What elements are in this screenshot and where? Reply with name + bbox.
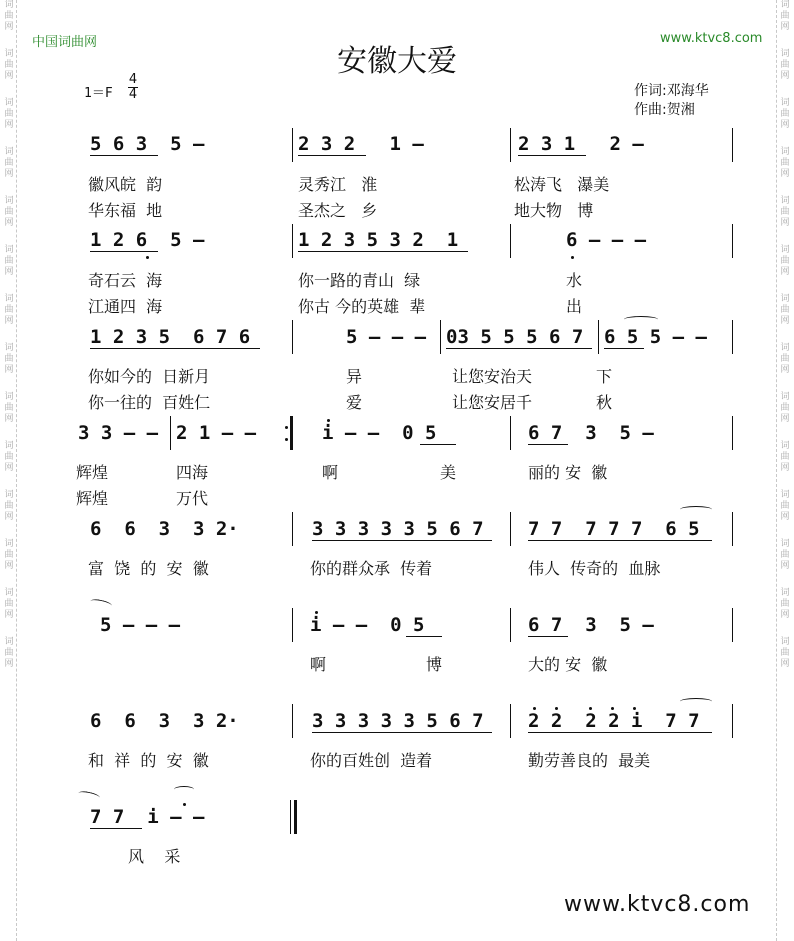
beam-underline xyxy=(406,636,442,637)
margin-watermark-char: 网 xyxy=(4,463,14,473)
lyric-verse-1: 美 xyxy=(440,463,457,482)
high-octave-dot xyxy=(183,803,186,806)
beam-underline xyxy=(528,444,568,445)
measure-notes: 2 1 – – xyxy=(176,422,257,444)
barline xyxy=(510,416,511,450)
margin-watermark-char: 词 xyxy=(780,343,790,353)
lyric-verse-2: 华东福 地 xyxy=(88,201,163,220)
final-barline-thick xyxy=(294,800,297,834)
beam-underline xyxy=(90,155,158,156)
margin-watermark-char: 词 xyxy=(4,490,14,500)
margin-watermark-char: 词 xyxy=(780,0,790,10)
margin-watermark-char: 词 xyxy=(4,343,14,353)
margin-watermark-char: 词 xyxy=(780,98,790,108)
lyric-verse-1: 你如今的 日新月 xyxy=(88,367,211,386)
barline xyxy=(292,128,293,162)
barline xyxy=(732,128,733,162)
tie-slur xyxy=(680,506,712,513)
lyric-verse-2: 辉煌 xyxy=(76,489,109,508)
beam-underline xyxy=(604,348,644,349)
lyric-verse-1: 四海 xyxy=(176,463,209,482)
measure-notes: 6 6 3 3 2· xyxy=(90,710,239,732)
lyric-verse-2: 地大物 博 xyxy=(514,201,594,220)
margin-watermark-char: 词 xyxy=(780,196,790,206)
margin-watermark-char: 网 xyxy=(4,316,14,326)
margin-watermark-char: 词 xyxy=(780,392,790,402)
lyric-verse-1: 奇石云 海 xyxy=(88,271,163,290)
beam-underline xyxy=(312,540,492,541)
margin-watermark-char: 词 xyxy=(4,0,14,10)
measure-notes: 1 2 3 5 6 7 6 xyxy=(90,326,251,348)
barline xyxy=(292,224,293,258)
margin-watermark-char: 网 xyxy=(780,659,790,669)
lyric-verse-1: 大的 安 徽 xyxy=(528,655,608,674)
lyric-verse-1: 富 饶 的 安 徽 xyxy=(88,559,209,578)
margin-watermark-char: 词 xyxy=(4,196,14,206)
lyric-verse-1: 勤劳善良的 最美 xyxy=(528,751,651,770)
composer: 作曲:贺湘 xyxy=(634,102,695,118)
measure-notes: 1 2 6 5 – xyxy=(90,229,205,251)
barline xyxy=(732,416,733,450)
margin-watermark-char: 网 xyxy=(780,414,790,424)
time-signature-top: 4 xyxy=(128,72,138,87)
measure-notes: 2 2 2 2 i 7 7 xyxy=(528,710,700,732)
margin-watermark-char: 曲 xyxy=(4,452,14,462)
barline xyxy=(510,512,511,546)
measure-notes: 3 3 3 3 3 5 6 7 xyxy=(312,710,484,732)
song-title: 安徽大爱 xyxy=(337,44,457,79)
lyric-verse-2: 江通四 海 xyxy=(88,297,163,316)
lyric-verse-2: 爱 xyxy=(346,393,363,412)
lyric-verse-1: 你的百姓创 造着 xyxy=(310,751,433,770)
margin-watermark-char: 曲 xyxy=(4,648,14,658)
measure-notes: 5 – – – xyxy=(346,326,427,348)
measure-notes: 6 6 3 3 2· xyxy=(90,518,239,540)
margin-watermark-char: 曲 xyxy=(4,599,14,609)
margin-watermark-char: 词 xyxy=(4,441,14,451)
lyric-verse-1: 松涛飞 瀑美 xyxy=(514,175,610,194)
measure-notes: 5 6 3 5 – xyxy=(90,133,205,155)
beam-underline xyxy=(90,348,260,349)
key-signature: 1＝F xyxy=(84,86,113,101)
beam-underline xyxy=(420,444,456,445)
measure-notes: 2 3 2 1 – xyxy=(298,133,424,155)
margin-watermark-char: 网 xyxy=(4,120,14,130)
margin-watermark-char: 网 xyxy=(780,610,790,620)
margin-watermark-char: 曲 xyxy=(4,305,14,315)
margin-watermark-char: 词 xyxy=(780,49,790,59)
margin-watermark-char: 网 xyxy=(780,463,790,473)
left-margin-watermark xyxy=(2,0,16,941)
low-octave-dot xyxy=(571,256,574,259)
margin-watermark-char: 网 xyxy=(780,169,790,179)
lyric-verse-1: 灵秀江 淮 xyxy=(298,175,378,194)
measure-notes: 03 5 5 5 6 7 xyxy=(446,326,584,348)
margin-watermark-char: 曲 xyxy=(780,550,790,560)
barline xyxy=(732,320,733,354)
margin-watermark-char: 网 xyxy=(4,169,14,179)
margin-watermark-char: 曲 xyxy=(780,403,790,413)
margin-watermark-char: 词 xyxy=(780,245,790,255)
tie-slur xyxy=(680,698,712,705)
margin-watermark-char: 曲 xyxy=(780,60,790,70)
margin-watermark-char: 曲 xyxy=(4,256,14,266)
margin-watermark-char: 网 xyxy=(4,512,14,522)
margin-watermark-char: 曲 xyxy=(780,11,790,21)
margin-watermark-char: 词 xyxy=(4,294,14,304)
low-octave-dot xyxy=(146,256,149,259)
margin-watermark-char: 词 xyxy=(4,539,14,549)
margin-watermark-char: 词 xyxy=(4,588,14,598)
margin-watermark-char: 网 xyxy=(780,316,790,326)
margin-watermark-char: 曲 xyxy=(4,60,14,70)
high-octave-dot xyxy=(611,707,614,710)
high-octave-dot xyxy=(555,707,558,710)
high-octave-dot xyxy=(327,419,330,422)
beam-underline xyxy=(446,348,592,349)
lyric-verse-1: 博 xyxy=(426,655,443,674)
lyric-verse-1: 啊 xyxy=(310,655,327,674)
watermark-url: www.ktvc8.com xyxy=(564,892,751,917)
lyric-verse-1: 丽的 安 徽 xyxy=(528,463,608,482)
beam-underline xyxy=(90,251,158,252)
high-octave-dot xyxy=(533,707,536,710)
margin-watermark-char: 曲 xyxy=(4,403,14,413)
lyric-verse-1: 让您安治天 xyxy=(452,367,533,386)
margin-watermark-char: 曲 xyxy=(780,501,790,511)
lyric-verse-1: 徽风皖 韵 xyxy=(88,175,163,194)
margin-watermark-char: 曲 xyxy=(4,158,14,168)
margin-watermark-char: 词 xyxy=(780,637,790,647)
lyric-verse-2: 让您安居千 xyxy=(452,393,533,412)
measure-notes: 6 7 3 5 – xyxy=(528,614,654,636)
measure-notes: 1 2 3 5 3 2 1 xyxy=(298,229,459,251)
lyric-verse-1: 啊 xyxy=(322,463,339,482)
barline xyxy=(510,224,511,258)
measure-notes: 2 3 1 2 – xyxy=(518,133,644,155)
time-signature-bottom: 4 xyxy=(128,87,138,102)
margin-watermark-char: 词 xyxy=(4,392,14,402)
measure-notes: i – – 0 5 xyxy=(310,614,425,636)
margin-watermark-char: 词 xyxy=(4,98,14,108)
margin-watermark-char: 曲 xyxy=(780,648,790,658)
right-margin-watermark xyxy=(778,0,792,941)
repeat-barline xyxy=(290,416,293,450)
barline xyxy=(510,608,511,642)
barline xyxy=(510,704,511,738)
barline xyxy=(440,320,441,354)
lyric-verse-2: 万代 xyxy=(176,489,209,508)
margin-watermark-char: 词 xyxy=(780,441,790,451)
beam-underline xyxy=(312,732,492,733)
tie-slur xyxy=(90,598,113,609)
margin-watermark-char: 曲 xyxy=(4,109,14,119)
site-url: www.ktvc8.com xyxy=(660,31,763,46)
margin-watermark-char: 网 xyxy=(4,610,14,620)
lyric-verse-1: 风 采 xyxy=(128,847,181,866)
margin-watermark-char: 词 xyxy=(780,588,790,598)
margin-watermark-char: 网 xyxy=(780,512,790,522)
tie-slur xyxy=(78,790,101,801)
beam-underline xyxy=(298,251,468,252)
measure-notes: 6 – – – xyxy=(566,229,647,251)
barline xyxy=(732,512,733,546)
margin-watermark-char: 曲 xyxy=(4,207,14,217)
margin-watermark-char: 词 xyxy=(4,49,14,59)
barline xyxy=(598,320,599,354)
margin-watermark-char: 网 xyxy=(780,365,790,375)
fermata xyxy=(174,786,194,793)
beam-underline xyxy=(298,155,366,156)
measure-notes: 7 7 7 7 7 6 5 xyxy=(528,518,700,540)
repeat-dot xyxy=(285,426,288,429)
margin-watermark-char: 曲 xyxy=(780,109,790,119)
high-octave-dot xyxy=(589,707,592,710)
margin-watermark-char: 词 xyxy=(780,294,790,304)
margin-watermark-char: 网 xyxy=(4,22,14,32)
margin-watermark-char: 曲 xyxy=(780,158,790,168)
lyric-verse-1: 伟人 传奇的 血脉 xyxy=(528,559,661,578)
lyricist: 作词:邓海华 xyxy=(634,83,709,99)
beam-underline xyxy=(90,828,142,829)
barline xyxy=(732,704,733,738)
margin-watermark-char: 词 xyxy=(780,539,790,549)
barline xyxy=(292,512,293,546)
lyric-verse-1: 异 xyxy=(346,367,363,386)
high-octave-dot xyxy=(633,707,636,710)
barline xyxy=(292,704,293,738)
repeat-dot xyxy=(285,438,288,441)
barline xyxy=(732,608,733,642)
lyric-verse-1: 你的群众承 传着 xyxy=(310,559,433,578)
margin-watermark-char: 网 xyxy=(4,561,14,571)
margin-watermark-char: 词 xyxy=(4,637,14,647)
margin-watermark-char: 网 xyxy=(4,267,14,277)
margin-watermark-char: 曲 xyxy=(780,256,790,266)
left-border-line xyxy=(16,0,17,941)
lyric-verse-2: 秋 xyxy=(596,393,613,412)
margin-watermark-char: 曲 xyxy=(4,550,14,560)
margin-watermark-char: 曲 xyxy=(780,305,790,315)
right-border-line xyxy=(776,0,777,941)
margin-watermark-char: 网 xyxy=(780,71,790,81)
margin-watermark-char: 曲 xyxy=(4,11,14,21)
margin-watermark-char: 网 xyxy=(780,267,790,277)
measure-notes: 6 7 3 5 – xyxy=(528,422,654,444)
lyric-verse-2: 出 xyxy=(566,297,583,316)
barline xyxy=(510,128,511,162)
barline xyxy=(292,608,293,642)
measure-notes: i – – 0 5 xyxy=(322,422,437,444)
lyric-verse-1: 你一路的青山 绿 xyxy=(298,271,421,290)
margin-watermark-char: 网 xyxy=(4,71,14,81)
lyric-verse-1: 水 xyxy=(566,271,583,290)
lyric-verse-2: 你古 今的英雄 辈 xyxy=(298,297,426,316)
margin-watermark-char: 网 xyxy=(4,659,14,669)
margin-watermark-char: 网 xyxy=(780,561,790,571)
margin-watermark-char: 网 xyxy=(4,218,14,228)
beam-underline xyxy=(518,155,586,156)
lyric-verse-1: 下 xyxy=(596,367,613,386)
site-watermark xyxy=(564,892,750,917)
margin-watermark-char: 词 xyxy=(780,490,790,500)
measure-notes: 3 3 – – xyxy=(78,422,159,444)
measure-notes: 5 – – – xyxy=(100,614,181,636)
measure-notes: 6 5 5 – – xyxy=(604,326,707,348)
margin-watermark-char: 曲 xyxy=(780,207,790,217)
margin-watermark-char: 网 xyxy=(780,218,790,228)
margin-watermark-char: 词 xyxy=(4,147,14,157)
time-signature xyxy=(128,73,138,102)
margin-watermark-char: 曲 xyxy=(780,452,790,462)
measure-notes: 3 3 3 3 3 5 6 7 xyxy=(312,518,484,540)
tie-slur xyxy=(624,316,658,323)
margin-watermark-char: 词 xyxy=(4,245,14,255)
beam-underline xyxy=(528,636,568,637)
lyric-verse-2: 你一往的 百姓仁 xyxy=(88,393,211,412)
final-barline-thin xyxy=(290,800,291,834)
margin-watermark-char: 曲 xyxy=(4,501,14,511)
margin-watermark-char: 网 xyxy=(780,22,790,32)
barline xyxy=(170,416,171,450)
lyric-verse-2: 圣杰之 乡 xyxy=(298,201,378,220)
margin-watermark-char: 网 xyxy=(4,414,14,424)
margin-watermark-char: 网 xyxy=(780,120,790,130)
beam-underline xyxy=(528,732,712,733)
lyric-verse-1: 和 祥 的 安 徽 xyxy=(88,751,209,770)
barline xyxy=(732,224,733,258)
measure-notes: 7 7 i – – xyxy=(90,806,205,828)
margin-watermark-char: 词 xyxy=(780,147,790,157)
site-name: 中国词曲网 xyxy=(32,35,98,50)
lyric-verse-1: 辉煌 xyxy=(76,463,109,482)
margin-watermark-char: 曲 xyxy=(4,354,14,364)
margin-watermark-char: 网 xyxy=(4,365,14,375)
margin-watermark-char: 曲 xyxy=(780,599,790,609)
margin-watermark-char: 曲 xyxy=(780,354,790,364)
beam-underline xyxy=(528,540,712,541)
high-octave-dot xyxy=(315,611,318,614)
barline xyxy=(292,320,293,354)
